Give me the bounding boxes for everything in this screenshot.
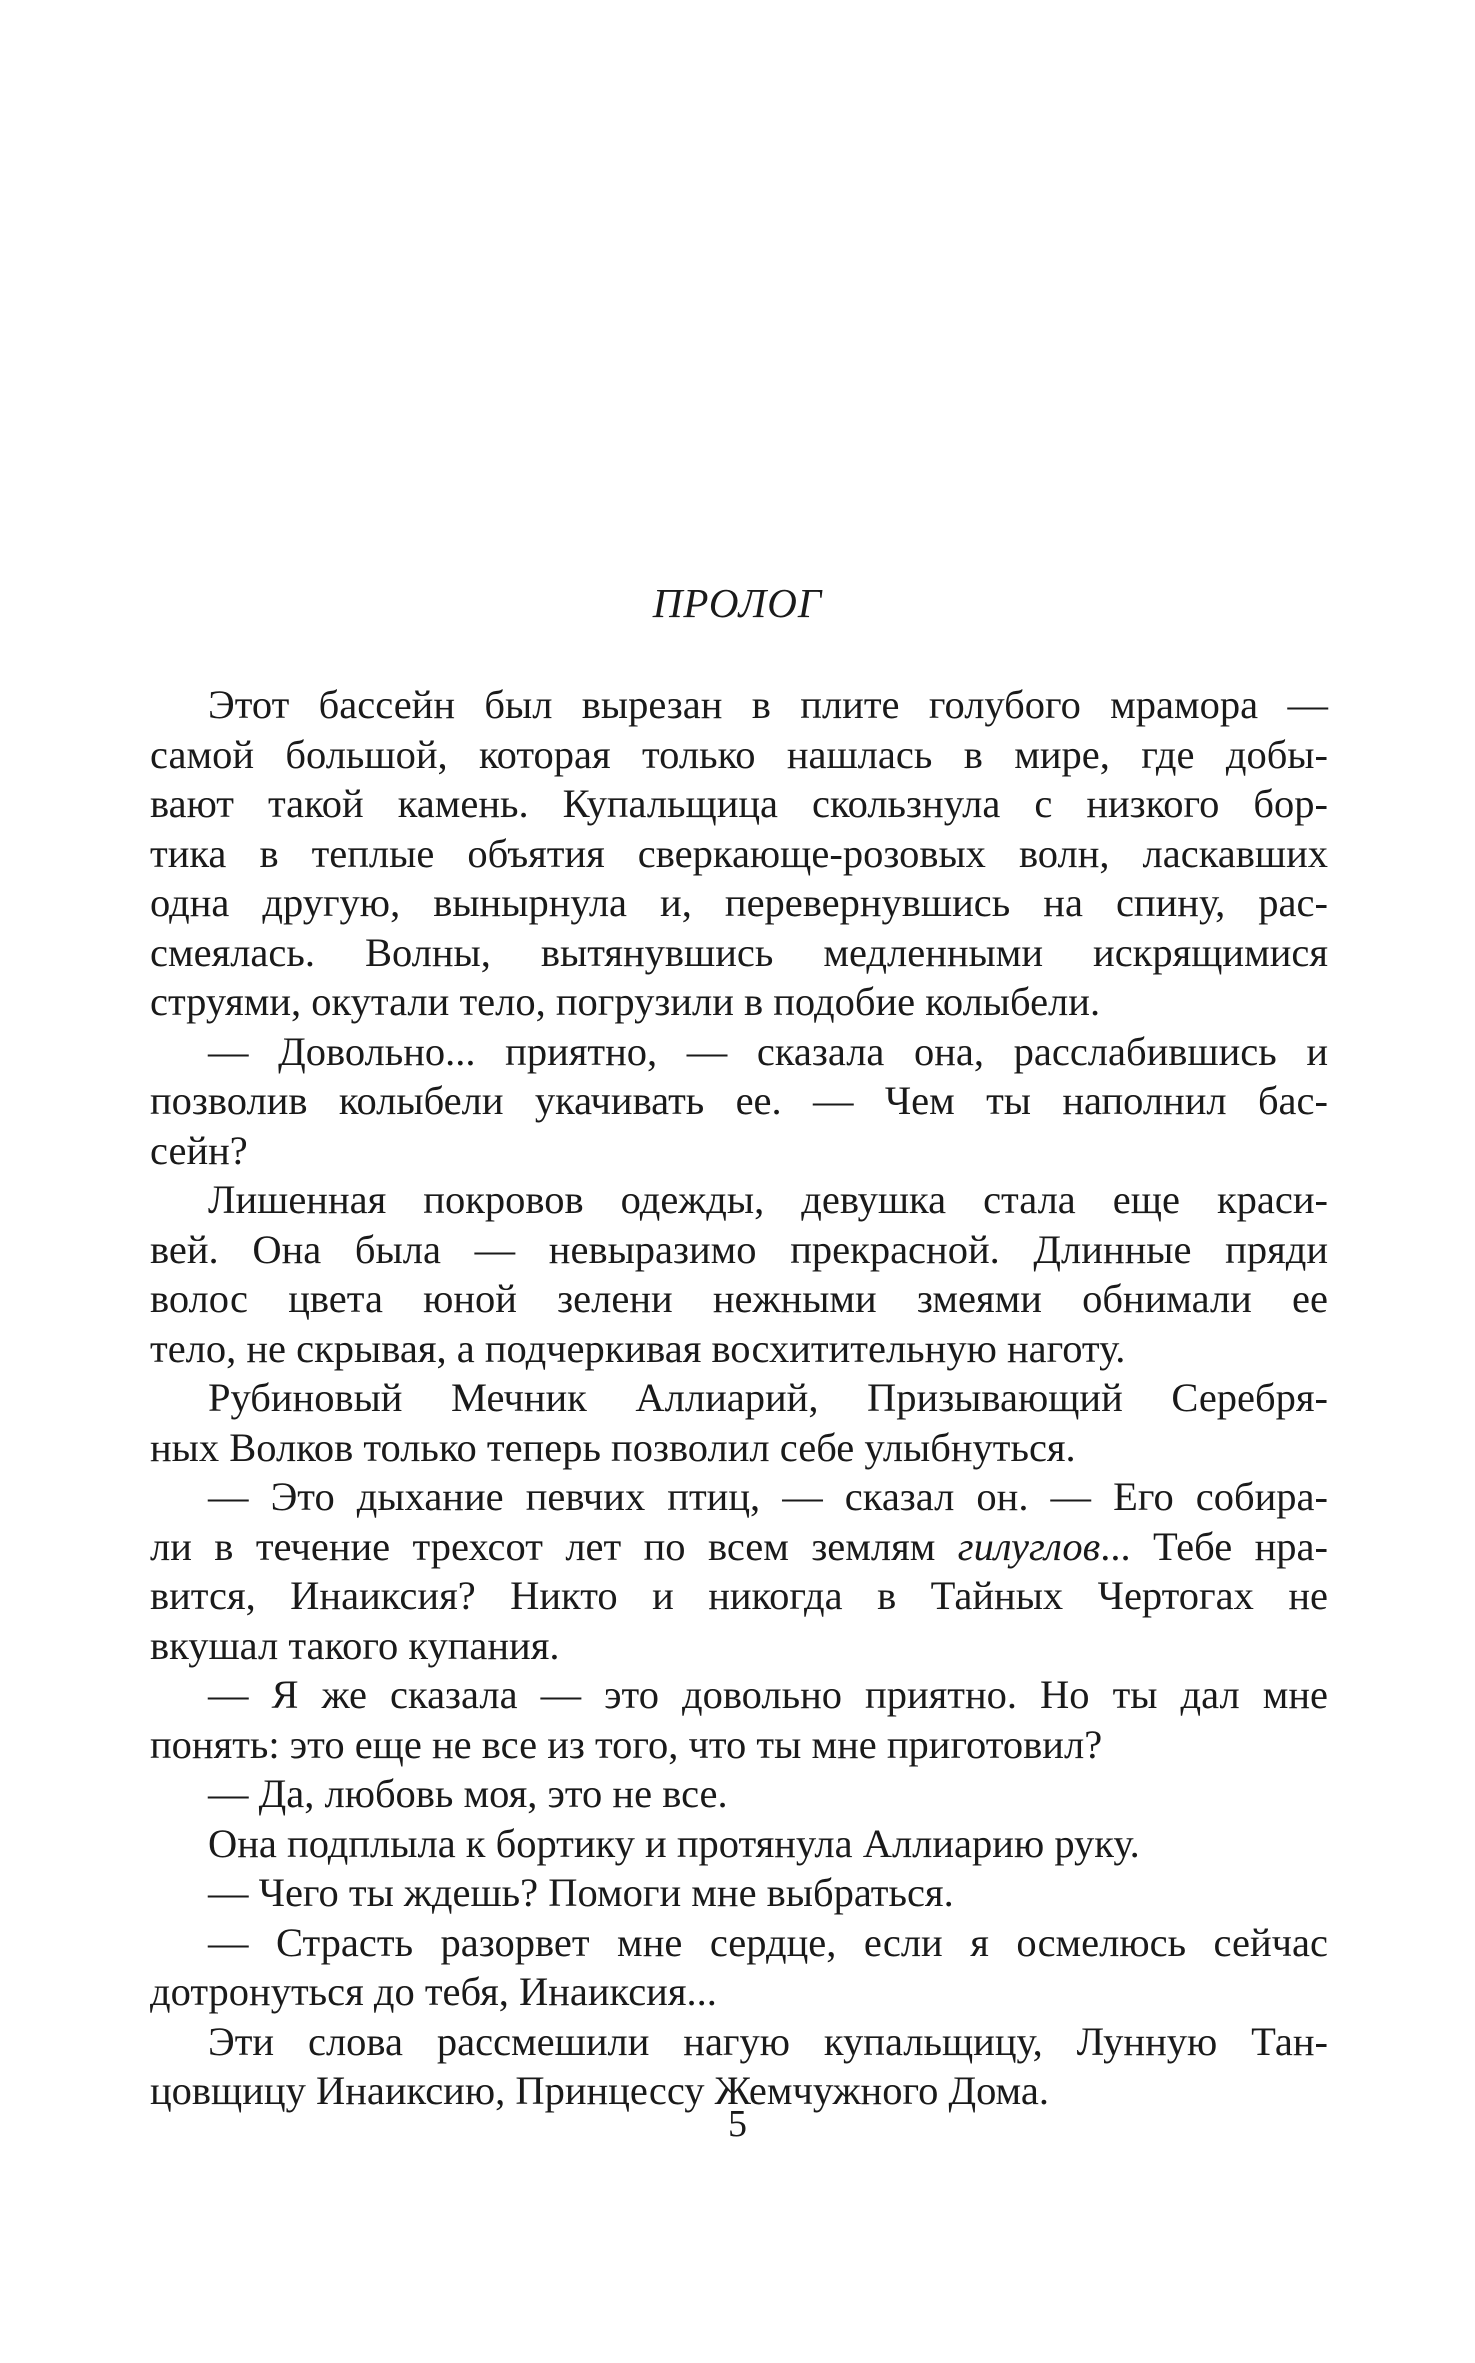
text-line: позволив колыбели укачивать ее. — Чем ты наполнил бас-	[150, 1078, 1328, 1123]
text-line: вится, Инаиксия? Никто и никогда в Тайных Чертогах не	[150, 1573, 1328, 1618]
text-line: — Довольно... приятно, — сказала она, расслабившись и	[208, 1028, 1328, 1074]
paragraph	[150, 1027, 1328, 1176]
paragraph	[150, 1918, 1328, 2017]
paragraph	[150, 1868, 1328, 1918]
paragraph	[150, 1819, 1328, 1869]
text-segment: ли в течение трехсот лет по всем землям	[150, 1523, 958, 1569]
text-line: Лишенная покровов одежды, девушка стала еще краси-	[208, 1177, 1328, 1222]
text-line: Этот бассейн был вырезан в плите голубого мрамора —	[208, 682, 1328, 727]
paragraph	[150, 1472, 1328, 1670]
text-line: — Да, любовь моя, это не все.	[208, 1771, 728, 1816]
text-line: тело, не скрывая, а подчеркивая восхитительную наготу.	[150, 1325, 1126, 1371]
paragraph	[150, 1175, 1328, 1373]
paragraph	[150, 680, 1328, 1027]
text-line: ных Волков только теперь позволил себе улыбнуться.	[150, 1424, 1076, 1470]
text-line: струями, окутали тело, погрузили в подобие колыбели.	[150, 979, 1101, 1024]
text-line: волос цвета юной зелени нежными змеями обнимали ее	[150, 1276, 1328, 1321]
text-line: сейн?	[150, 1127, 248, 1173]
text-line: вают такой камень. Купальщица скользнула с низкого бор-	[150, 781, 1328, 826]
text-line: вей. Она была — невыразимо прекрасной. Длинные пряди	[150, 1226, 1328, 1272]
text-line: — Я же сказала — это довольно приятно. Но ты дал мне	[208, 1672, 1328, 1717]
text-line: понять: это еще не все из того, что ты мне приготовил?	[150, 1721, 1103, 1767]
paragraph	[150, 2017, 1328, 2116]
paragraph	[150, 1769, 1328, 1819]
text-line: смеялась. Волны, вытянувшись медленными искрящимися	[150, 929, 1328, 975]
text-line: одна другую, вынырнула и, перевернувшись на спину, рас-	[150, 880, 1328, 925]
text-line: дотронуться до тебя, Инаиксия...	[150, 1969, 717, 2014]
text-line: цовщицу Инаиксию, Принцессу Жемчужного Дома.	[150, 2068, 1050, 2113]
text-line: Эти слова рассмешили нагую купальщицу, Лунную Тан-	[208, 2018, 1328, 2064]
text-line: самой большой, которая только нашлась в мире, где добы-	[150, 731, 1328, 777]
text-line: Она подплыла к бортику и протянула Аллиарию руку.	[208, 1820, 1140, 1866]
paragraph	[150, 1373, 1328, 1472]
body-text	[150, 680, 1328, 2116]
chapter-title: ПРОЛОГ	[652, 580, 823, 626]
text-line: Рубиновый Мечник Аллиарий, Призывающий Серебря-	[208, 1375, 1328, 1420]
paragraph	[150, 1670, 1328, 1769]
text-line: вкушал такого купания.	[150, 1622, 560, 1668]
text-line-with-italic	[150, 1522, 1328, 1572]
italic-word: гилуглов	[957, 1523, 1101, 1569]
text-line: тика в теплые объятия сверкающе-розовых волн, ласкавших	[150, 830, 1328, 876]
text-segment: ... Тебе нра-	[1100, 1523, 1328, 1569]
page-number: 5	[728, 2103, 747, 2145]
text-line: — Это дыхание певчих птиц, — сказал он. — Его собира-	[208, 1474, 1328, 1519]
text-line: — Чего ты ждешь? Помоги мне выбраться.	[208, 1870, 954, 1915]
text-line: — Страсть разорвет мне сердце, если я осмелюсь сейчас	[208, 1919, 1328, 1965]
